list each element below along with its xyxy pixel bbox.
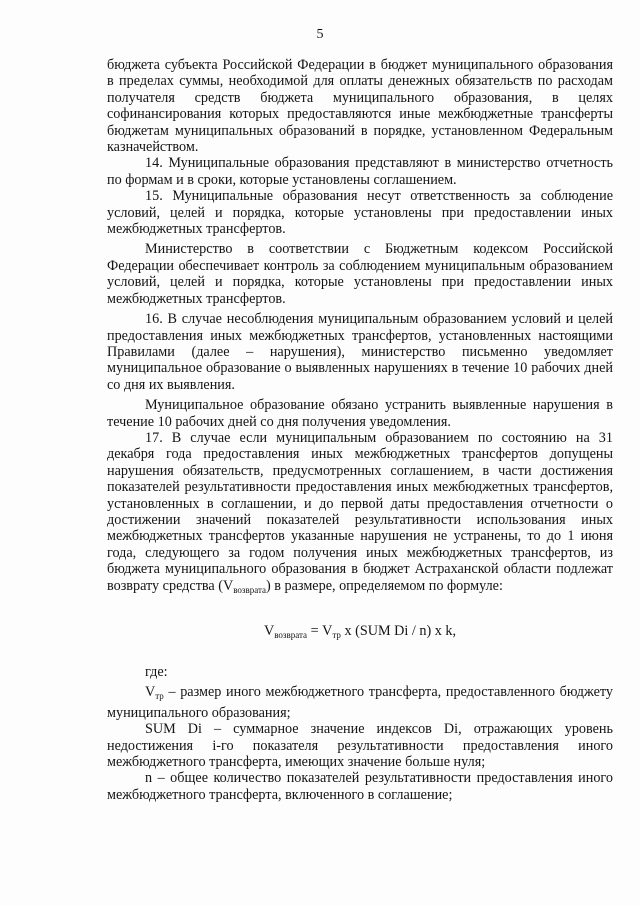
body-text	[107, 57, 613, 803]
paragraph-obligation: Муниципальное образование обязано устранить выявленные нарушения в течение 10 рабочих дней со дня получения уведомления.	[107, 397, 613, 430]
definition-n: n – общее количество показателей результативности предоставления иного межбюджетного трансферта, включенного в соглашение;	[107, 770, 613, 803]
formula-equals-v: = V	[307, 623, 333, 639]
paragraph-17	[107, 430, 613, 598]
page-number: 5	[316, 27, 324, 42]
formula	[107, 622, 613, 644]
paragraph-continuation: бюджета субъекта Российской Федерации в бюджет муниципального образования в пределах суммы, необходимой для оплаты денежных обязательств по расходам получателя средств бюджета муниципального образования, в целях софинансирования которых предоставляются иные межбюджетные трансферты бюджетам муниципальных образований в порядке, установленном Федеральным казначейством.	[107, 57, 613, 156]
paragraph-16: 16. В случае несоблюдения муниципальным образованием условий и целей предоставления иных межбюджетных трансфертов, установленных настоящими Правилами (далее – нарушения), министерство письменно уведомляет муниципальное образование о выявленных нарушениях в течение 10 рабочих дней со дня их выявления.	[107, 311, 613, 393]
paragraph-control: Министерство в соответствии с Бюджетным кодексом Российской Федерации обеспечивает контроль за соблюдением муниципальным образованием условий, целей и порядка, которые установлены при предоставлении иных межбюджетных трансфертов.	[107, 241, 613, 307]
formula-v-subscript: возврата	[274, 630, 308, 640]
definitions-intro: где:	[145, 664, 168, 680]
paragraph-14: 14. Муниципальные образования представляют в министерство отчетность по формам и в сроки, которые установлены соглашением.	[107, 155, 613, 188]
v-return-subscript: возврата	[233, 584, 267, 595]
paragraph-17-text-before: 17. В случае если муниципальным образованием по состоянию на 31 декабря года предоставления иных межбюджетных трансфертов допущены нарушения обязательств, предусмотренных соглашением, в части достижения показателей результативности предоставления иных межбюджетных трансфертов, установленных в соглашении, и до первой даты предоставления отчетности о достижении значений показателей результативности использования иных межбюджетных трансфертов указанные нарушения не устранены, то до 1 июня года, следующего за годом получения иных межбюджетных трансфертов, из бюджета муниципального образования в бюджет Астраханской области подлежат возврату средства (V	[107, 429, 613, 594]
paragraph-17-text-after: ) в размере, определяемом по формуле:	[266, 577, 503, 594]
formula-v: V	[263, 623, 275, 639]
definition-vtr-subscript: тр	[155, 691, 164, 702]
definition-vtr-text: – размер иного межбюджетного трансферта, предоставленного бюджету муниципального образования;	[107, 684, 613, 721]
definition-sum-di: SUM Di – суммарное значение индексов Di, отражающих уровень недостижения i-го показателя результативности предоставления иного межбюджетного трансферта, имеющих значение больше нуля;	[107, 721, 613, 771]
definition-vtr	[107, 684, 613, 721]
paragraph-15: 15. Муниципальные образования несут ответственность за соблюдение условий, целей и порядка, которые установлены при предоставлении иных межбюджетных трансфертов.	[107, 188, 613, 238]
definition-vtr-symbol: V	[145, 684, 156, 701]
formula-tr-subscript: тр	[332, 630, 341, 640]
formula-rest: x (SUM Di / n) x k,	[340, 623, 457, 639]
